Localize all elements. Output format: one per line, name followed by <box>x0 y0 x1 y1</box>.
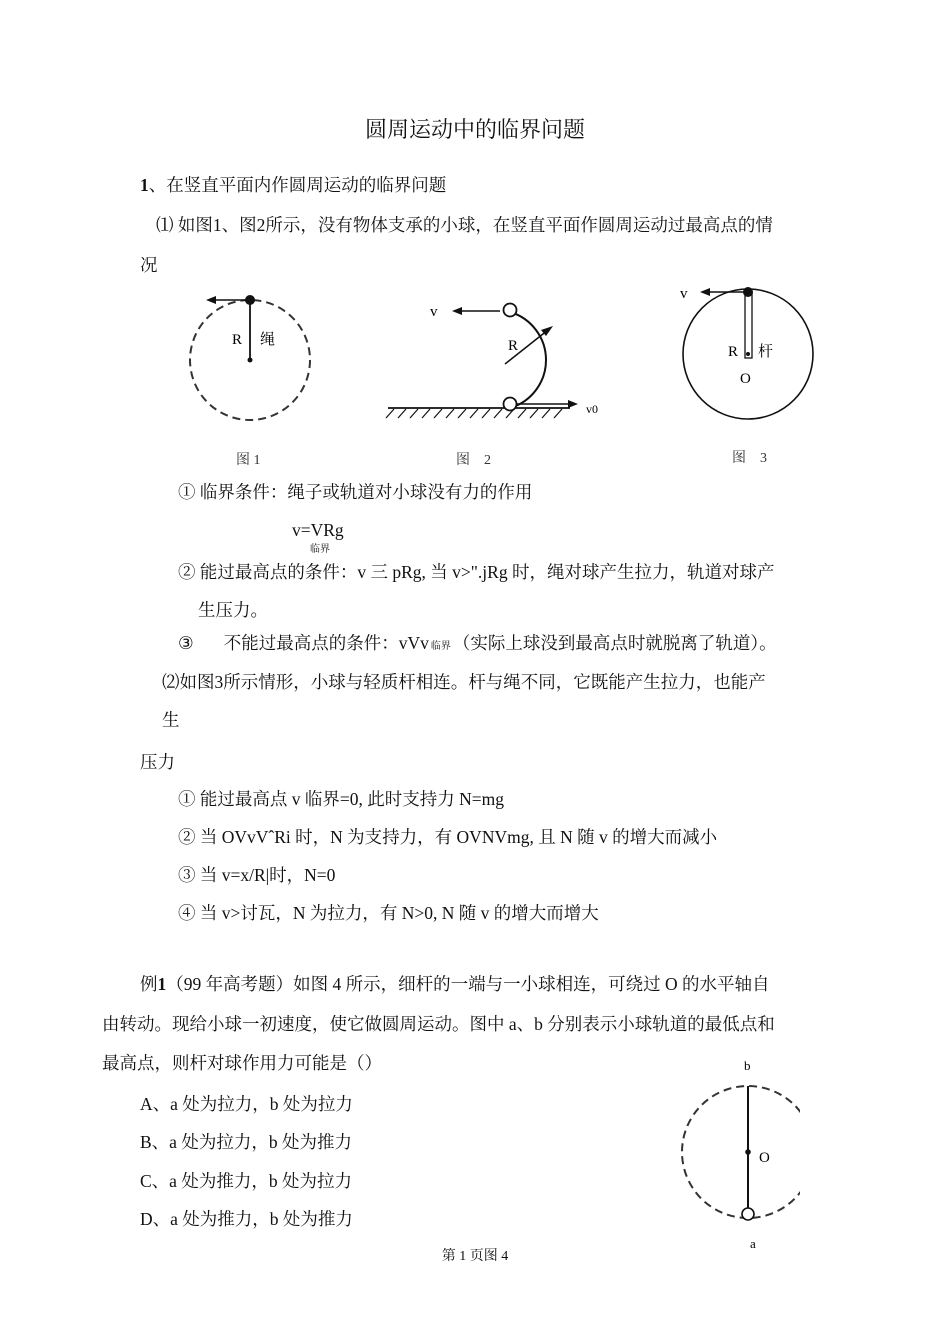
radius-label: R <box>232 332 243 348</box>
a-label: a <box>750 1236 756 1250</box>
v0-label: v0 <box>586 402 598 416</box>
figure-3 <box>670 282 820 468</box>
v-label: v <box>430 304 438 320</box>
ball-bottom <box>504 398 517 411</box>
section1-paragraph-line1: ⑴ 如图1、图2所示，没有物体支承的小球，在竖直平面作圆周运动过最高点的情 <box>156 215 773 235</box>
arrow-head-top <box>452 307 462 315</box>
condition-2-line2: 生压力。 <box>198 600 268 620</box>
figure-2-caption: 图 2 <box>456 453 491 468</box>
radius-label: R <box>508 338 519 354</box>
rod-condition-2: ② 当 OVvVˆRi 时，N 为支持力，有 OVNVmg, 且 N 随 v 的增大而减小 <box>178 827 718 847</box>
rod-condition-4: ④ 当 v>讨瓦，N 为拉力，有 N>0, N 随 v 的增大而增大 <box>178 903 599 923</box>
option-a: A、a 处为拉力，b 处为拉力 <box>140 1094 353 1114</box>
critical-formula-subscript: 临界 <box>310 544 330 555</box>
arrow-head <box>206 296 216 304</box>
rod <box>745 292 752 358</box>
ball <box>742 1208 754 1220</box>
dashed-circle-path <box>682 1086 800 1218</box>
b-label: b <box>744 1058 751 1073</box>
track-curve <box>510 312 546 408</box>
rope-label: 绳 <box>260 332 276 348</box>
section2-line3: 压力 <box>140 752 175 772</box>
ground-hatch <box>386 409 562 418</box>
center-label: O <box>759 1150 770 1166</box>
rod-condition-3: ③ 当 v=x/R|时，N=0 <box>178 865 336 885</box>
ball <box>743 287 753 297</box>
figure-2 <box>380 290 620 468</box>
condition-3: ③ 不能过最高点的条件：vVv 临界 （实际上球没到最高点时就脱离了轨道）。 <box>178 633 777 653</box>
pivot-point <box>745 1149 751 1155</box>
section2-line2: 生 <box>162 710 180 730</box>
center-label: O <box>740 371 751 387</box>
radius-label: R <box>728 344 739 360</box>
figure-1 <box>180 288 320 468</box>
figure-3-caption: 图 3 <box>732 451 767 466</box>
option-d: D、a 处为推力，b 处为推力 <box>140 1209 353 1229</box>
option-b: B、a 处为拉力，b 处为推力 <box>140 1132 352 1152</box>
example-1-line3: 最高点，则杆对球作用力可能是（） <box>102 1053 382 1073</box>
figure-1-caption: 图 1 <box>236 453 261 468</box>
center-point <box>746 352 750 356</box>
example-1-line2: 由转动。现给小球一初速度，使它做圆周运动。图中 a、b 分别表示小球轨道的最低点和 <box>102 1014 775 1034</box>
section1-paragraph-line2: 况 <box>140 255 158 275</box>
section2-line1: ⑵如图3所示情形，小球与轻质杆相连。杆与绳不同，它既能产生拉力，也能产 <box>162 672 766 692</box>
critical-formula: v=VRg <box>292 520 344 540</box>
page-title: 圆周运动中的临界问题 <box>364 118 585 143</box>
ball-top <box>504 304 517 317</box>
center-point <box>248 358 253 363</box>
example-1-line1: 例1（99 年高考题）如图 4 所示，细杆的一端与一小球相连，可绕过 O 的水平轴自 <box>140 974 770 994</box>
v-label: v <box>680 286 688 302</box>
arrow-head <box>700 288 710 296</box>
page-footer: 第 1 页图 4 <box>441 1249 509 1264</box>
rod-condition-1: ① 能过最高点 v 临界=0, 此时支持力 N=mg <box>178 789 504 809</box>
section1-heading: 1、在竖直平面内作圆周运动的临界问题 <box>140 175 447 195</box>
figure-4 <box>670 1054 800 1250</box>
option-c: C、a 处为推力，b 处为拉力 <box>140 1171 352 1191</box>
arrow-head-bottom <box>568 400 578 408</box>
condition-2-line1: ② 能过最高点的条件：v 三 pRg, 当 v>".jRg 时，绳对球产生拉力，轨道对球产 <box>178 562 775 582</box>
condition-1: ① 临界条件：绳子或轨道对小球没有力的作用 <box>178 482 533 502</box>
rod-label: 杆 <box>758 344 774 360</box>
